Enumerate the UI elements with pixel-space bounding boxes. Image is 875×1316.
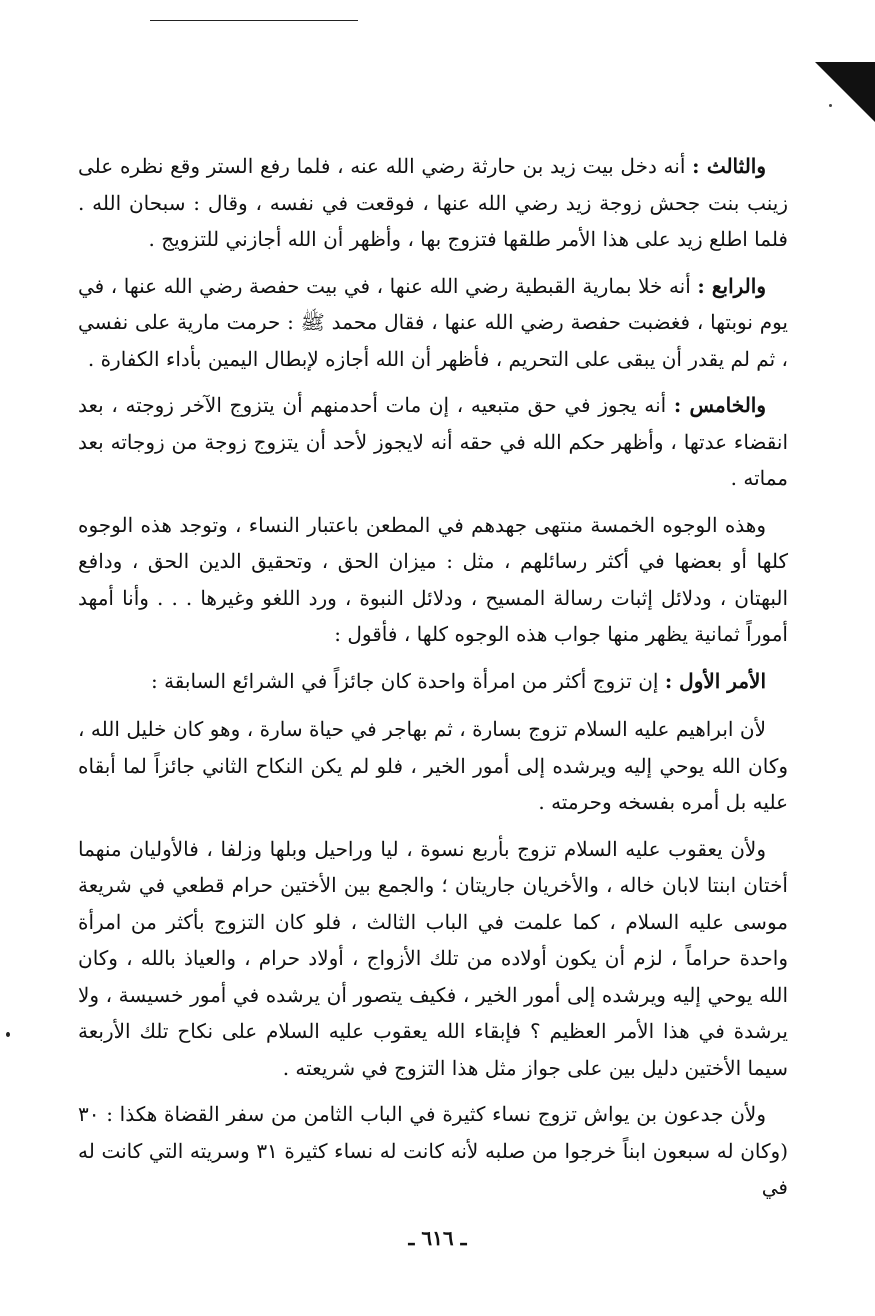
paragraph-abraham <box>78 711 788 821</box>
scan-speck <box>829 104 832 107</box>
paragraph-third <box>78 148 788 258</box>
paragraph-lead: والخامس : <box>673 393 766 417</box>
page-number: ـ ٦١٦ ـ <box>408 1226 467 1250</box>
paragraph-text: أنه يجوز في حق متبعيه ، إن مات أحدمنهم أن يتزوج الآخر زوجته ، بعد انقضاء عدتها ، وأظهر حكم الله في حقه أنه لايجوز لأحد أن يتزوج زوجة من زوجاته بعد مماته . <box>78 393 788 490</box>
page-body <box>78 148 788 1216</box>
paragraph-first-matter <box>78 663 788 700</box>
scan-speck <box>6 1032 10 1037</box>
paragraph-fifth <box>78 387 788 497</box>
paragraph-lead: والرابع : <box>697 273 766 298</box>
paragraph-text: أنه دخل بيت زيد بن حارثة رضي الله عنه ، فلما رفع الستر وقع نظره على زينب بنت جحش زوجة زيد رضي الله عنها ، فوقعت في نفسه ، وقال : سبحان الله . فلما اطلع زيد على هذا الأمر طلقها فتزوج بها ، وأظهر أن الله أجازني للتزويج . <box>78 154 788 251</box>
paragraph-text: ولأن يعقوب عليه السلام تزوج بأربع نسوة ، ليا وراحيل وبلها وزلفا ، فالأوليان منهما أختان ابنتا لابان خاله ، والأخريان جاريتان ؛ والجمع بين الأختين حرام قطعي في شريعة موسى عليه السلام ، كما علمت في الباب الثالث ، فلو كان التزوج بأكثر من امرأة واحدة حراماً ، لزم أن يكون أولاده من تلك الأزواج ، أولاد حرام ، والعياذ بالله ، وكان الله يوحي إليه ويرشده إلى أمور الخير ، فكيف يتصور أن يرشده في أمور خسيسة ، ولا يرشدة في هذا الأمر العظيم ؟ فإبقاء الله يعقوب عليه السلام على نكاح تلك الأربعة سيما الأختين دليل بين على جواز مثل هذا التزوج في شريعته . <box>78 836 788 1080</box>
paragraph-gideon <box>78 1096 788 1206</box>
paragraph-lead: الأمر الأول : <box>664 668 766 693</box>
paragraph-text: وهذه الوجوه الخمسة منتهى جهدهم في المطعن باعتبار النساء ، وتوجد هذه الوجوه كلها أو بعضها في أكثر رسائلهم ، مثل : ميزان الحق ، وتحقيق الدين الحق ، ودافع البهتان ، ودلائل إثبات رسالة المسيح ، ودلائل النبوة ، ورد اللغو وغيرها . . . وأنا أمهد أموراً ثمانية يظهر منها جواب هذه الوجوه كلها ، فأقول : <box>78 512 788 646</box>
page-corner-mark <box>815 62 875 122</box>
paragraph-fourth <box>78 268 788 378</box>
header-rule <box>150 20 358 21</box>
paragraph-text: ولأن جدعون بن يواش تزوج نساء كثيرة في الباب الثامن من سفر القضاة هكذا : ٣٠ (وكان له سبعون ابناً خرجوا من صلبه لأنه كانت له نساء كثيرة ٣١ وسريته التي كانت له في <box>78 1102 788 1199</box>
paragraph-text: إن تزوج أكثر من امرأة واحدة كان جائزاً في الشرائع السابقة : <box>150 668 665 693</box>
paragraph-text: لأن ابراهيم عليه السلام تزوج بسارة ، ثم بهاجر في حياة سارة ، وهو كان خليل الله ، وكان الله يوحي إليه ويرشده إلى أمور الخير ، فلو لم يكن النكاح الثاني جائزاً لما أبقاه عليه بل أمره بفسخه وحرمته . <box>78 717 788 814</box>
paragraph-text: أنه خلا بمارية القبطية رضي الله عنها ، في بيت حفصة رضي الله عنها ، في يوم نوبتها ، فغضبت حفصة رضي الله عنها ، فقال محمد ﷺ : حرمت مارية على نفسي ، ثم لم يقدر أن يبقى على التحريم ، فأظهر أن الله أجازه لإبطال اليمين بأداء الكفارة . <box>78 273 788 371</box>
paragraph-jacob <box>78 831 788 1087</box>
paragraph-summary <box>78 507 788 653</box>
paragraph-lead: والثالث : <box>692 154 766 178</box>
